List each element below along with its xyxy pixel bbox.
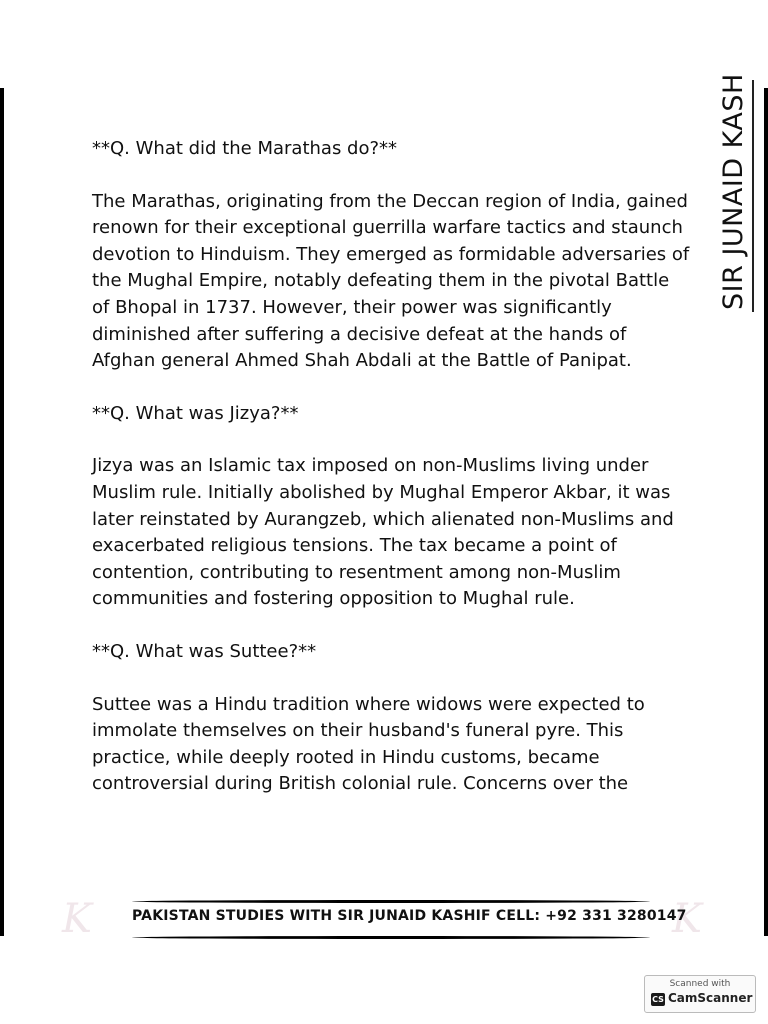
- answer-marathas: The Marathas, originating from the Deccan region of India, gained renown for their exceptional guerrilla warfare tactics and staunch devotion to Hinduism. They emerged as formidable adversaries of the Mughal Empire, notably defeating them in the pivotal Battle of Bhopal in 1737. However, their power was significantly diminished after suffering a decisive defeat at the hands of Afghan general Ahmed Shah Abdali at the Battle of Panipat.: [92, 190, 690, 372]
- question-jizya: **Q. What was Jizya?**: [92, 402, 299, 424]
- footer-line-top: [132, 900, 650, 903]
- camscanner-name: CamScanner: [668, 991, 753, 1005]
- page-border-right: [764, 88, 768, 936]
- footer-mark-left: K: [62, 896, 92, 942]
- camscanner-logo-icon: CS: [652, 995, 664, 1004]
- footer-bar: [132, 900, 687, 940]
- camscanner-badge: [644, 975, 756, 1013]
- camscanner-line1: Scanned with: [669, 979, 731, 989]
- page-border-left: [0, 88, 4, 936]
- answer-suttee: Suttee was a Hindu tradition where widows were expected to immolate themselves on their husband's funeral pyre. This practice, while deeply rooted in Hindu customs, became controversial during British colonial rule. Concerns over the: [92, 693, 645, 795]
- question-suttee: **Q. What was Suttee?**: [92, 640, 317, 662]
- footer-mark-right: K: [672, 896, 702, 942]
- side-watermark-text: SIR JUNAID KASH: [718, 73, 749, 310]
- footer-line-bottom: [132, 936, 650, 939]
- answer-jizya: Jizya was an Islamic tax imposed on non-Muslims living under Muslim rule. Initially abolished by Mughal Emperor Akbar, it was later reinstated by Aurangzeb, which alienated non-Muslims and exacerbated religious tensions. The tax became a point of contention, contributing to resentment among non-Muslim communities and fostering opposition to Mughal rule.: [92, 455, 674, 610]
- footer-text: PAKISTAN STUDIES WITH SIR JUNAID KASHIF CELL: +92 331 3280147: [132, 908, 687, 924]
- question-marathas: **Q. What did the Marathas do?**: [92, 138, 398, 159]
- document-content: [92, 136, 692, 798]
